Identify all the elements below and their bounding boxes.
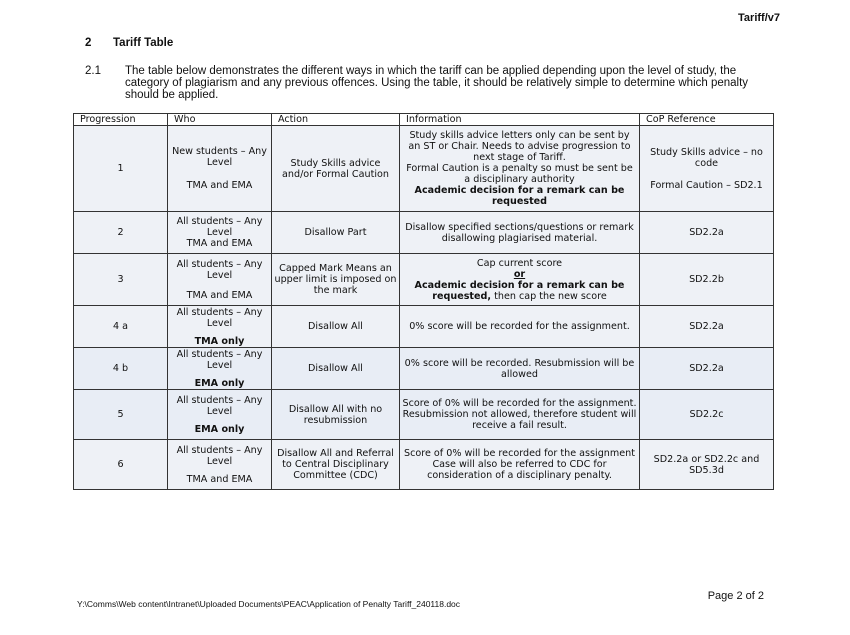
cell-action: Disallow Part (272, 212, 400, 254)
cell-progression: 4 a (74, 306, 168, 348)
table-header-row (74, 114, 774, 126)
who-assessment: TMA and EMA (186, 473, 253, 485)
table-row (74, 440, 774, 490)
cell-cop-reference: SD2.2a (640, 306, 774, 348)
cell-who (168, 440, 272, 490)
info-text-bold: Academic decision for a remark can be requested (414, 185, 625, 207)
who-assessment: TMA and EMA (186, 238, 253, 249)
cop-text: Study Skills advice – no code (650, 146, 763, 169)
info-or: or (513, 268, 526, 280)
header-who: Who (168, 114, 272, 126)
who-students: New students – Any Level (172, 146, 267, 168)
who-assessment: EMA only (194, 423, 245, 435)
cell-information: Disallow specified sections/questions or remark disallowing plagiarised material. (400, 212, 640, 254)
who-students: All students – Any Level (176, 394, 263, 417)
tariff-table (73, 113, 774, 490)
cell-information (400, 390, 640, 440)
info-text: Resubmission not allowed, therefore student will receive a fail result. (402, 409, 637, 431)
table-row (74, 254, 774, 306)
cell-action: Disallow All and Referral to Central Disciplinary Committee (CDC) (272, 440, 400, 490)
cell-who (168, 212, 272, 254)
cell-progression: 5 (74, 390, 168, 440)
table-row (74, 306, 774, 348)
who-students: All students – Any Level (176, 348, 263, 371)
cell-action: Disallow All with no resubmission (272, 390, 400, 440)
cop-text: Formal Caution – SD2.1 (650, 179, 763, 191)
cell-information (400, 126, 640, 212)
header-progression: Progression (74, 114, 168, 126)
cell-progression: 2 (74, 212, 168, 254)
info-text: Score of 0% will be recorded for the assignment (404, 448, 635, 459)
who-students: All students – Any Level (176, 444, 263, 467)
cell-information: 0% score will be recorded. Resubmission will be allowed (400, 348, 640, 390)
info-text-bold: Academic decision for a remark can be requested, (414, 279, 625, 302)
cell-action: Disallow All (272, 306, 400, 348)
cell-progression: 3 (74, 254, 168, 306)
header-cop-reference: CoP Reference (640, 114, 774, 126)
info-text: Cap current score (476, 257, 563, 269)
info-text: Formal Caution is a penalty so must be sent be a disciplinary authority (406, 163, 633, 185)
cell-progression: 6 (74, 440, 168, 490)
who-assessment: TMA and EMA (186, 289, 253, 301)
cell-action: Study Skills advice and/or Formal Caution (272, 126, 400, 212)
table-row (74, 212, 774, 254)
file-path: Y:\Comms\Web content\Intranet\Uploaded Documents\PEAC\Application of Penalty Tariff_240118.doc (77, 599, 461, 609)
cell-action: Capped Mark Means an upper limit is imposed on the mark (272, 254, 400, 306)
header-information: Information (400, 114, 640, 126)
info-text: Score of 0% will be recorded for the assignment. (402, 398, 637, 409)
cell-information (400, 440, 640, 490)
cell-progression: 4 b (74, 348, 168, 390)
section-heading (85, 37, 173, 49)
info-text: Case will also be referred to CDC for consideration of a disciplinary penalty. (427, 459, 612, 481)
table-row (74, 348, 774, 390)
info-text: Study skills advice letters only can be sent by an ST or Chair. Needs to advise progression to next stage of Tariff. (408, 130, 631, 163)
section-title: Tariff Table (113, 37, 174, 49)
table-row (74, 126, 774, 212)
header-action: Action (272, 114, 400, 126)
cell-cop-reference: SD2.2a or SD2.2c and SD5.3d (640, 440, 774, 490)
cell-cop-reference: SD2.2a (640, 212, 774, 254)
info-text: then cap the new score (491, 290, 607, 302)
cell-cop-reference (640, 126, 774, 212)
paragraph-text: The table below demonstrates the different ways in which the tariff can be applied depending upon the level of study, the category of plagiarism and any previous offences. Using the table, it should be relatively simple to determine which penalty should be applied. (125, 65, 749, 101)
who-students: All students – Any Level (176, 258, 263, 281)
paragraph-number: 2.1 (85, 65, 101, 77)
table-row (74, 390, 774, 440)
page-number: Page 2 of 2 (707, 590, 764, 602)
info-text (402, 280, 637, 302)
cell-who (168, 126, 272, 212)
cell-who (168, 390, 272, 440)
cell-who (168, 306, 272, 348)
who-students: All students – Any Level (176, 306, 263, 329)
cell-who (168, 254, 272, 306)
cell-information: 0% score will be recorded for the assignment. (400, 306, 640, 348)
cell-cop-reference: SD2.2a (640, 348, 774, 390)
cell-who (168, 348, 272, 390)
who-assessment: TMA and EMA (186, 180, 253, 191)
document-reference: Tariff/v7 (738, 12, 780, 24)
cell-action: Disallow All (272, 348, 400, 390)
intro-paragraph (85, 65, 775, 101)
cell-information (400, 254, 640, 306)
who-assessment: EMA only (194, 377, 245, 389)
cell-cop-reference: SD2.2c (640, 390, 774, 440)
who-students: All students – Any Level (176, 216, 263, 238)
cell-cop-reference: SD2.2b (640, 254, 774, 306)
who-assessment: TMA only (194, 335, 245, 347)
section-number: 2 (85, 37, 92, 49)
cell-progression: 1 (74, 126, 168, 212)
